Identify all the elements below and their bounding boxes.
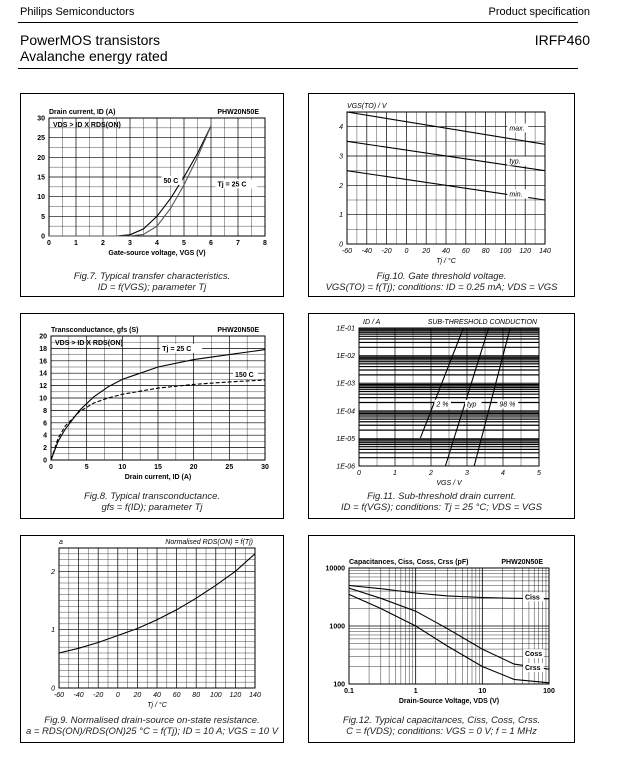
fig9-chart: [21, 536, 283, 742]
fig9-caption-title: Fig.9. Normalised drain-source on-state resistance.: [44, 715, 260, 726]
fig10-series-label: max.: [509, 125, 525, 133]
fig7-condition-note: VDS > ID X RDS(ON): [53, 122, 121, 129]
fig10-x-axis-label: Tj / °C: [436, 258, 456, 265]
fig9-x-axis-label: Tj / °C: [147, 702, 167, 709]
fig8-y-tick-label: 10: [39, 395, 47, 403]
fig12-caption-title: Fig.12. Typical capacitances, Ciss, Coss, Crss.: [342, 715, 541, 726]
fig8-y-tick-label: 20: [39, 333, 47, 341]
fig11-x-tick-label: 0: [357, 470, 361, 477]
fig11-caption: [309, 491, 574, 513]
fig7-x-tick-label: 2: [101, 240, 105, 247]
fig12-y-tick-label: 1000: [329, 623, 345, 631]
fig11-x-tick-label: 3: [465, 470, 469, 477]
fig10-y-tick-label: 2: [339, 182, 343, 190]
fig7-caption-params: ID = f(VGS); parameter Tj: [97, 282, 207, 293]
part-number: IRFP460: [534, 32, 590, 48]
fig12-series-label: Ciss: [525, 594, 540, 602]
fig8-y-tick-label: 12: [39, 383, 47, 391]
fig7-caption: [21, 271, 283, 293]
fig11-panel: [308, 313, 575, 519]
fig10-x-tick-label: 20: [422, 248, 431, 255]
fig12-caption-params: C = f(VDS); conditions: VGS = 0 V; f = 1 MHz: [346, 726, 537, 737]
fig7-caption-title: Fig.7. Typical transfer characteristics.: [73, 271, 231, 282]
fig10-x-tick-label: 60: [461, 248, 470, 255]
fig10-caption: [309, 271, 574, 293]
fig7-series-label: 50 C: [163, 177, 179, 185]
fig11-y-tick-label: 1E-02: [336, 353, 355, 361]
fig8-y-tick-label: 18: [39, 345, 47, 353]
fig8-y-tick-label: 16: [39, 358, 47, 366]
fig9-y-tick-label: 1: [51, 627, 55, 635]
fig12-caption: [309, 715, 574, 737]
fig8-x-tick-label: 5: [84, 464, 89, 471]
fig8-y-tick-label: 8: [43, 407, 47, 415]
fig10-x-tick-label: 100: [499, 248, 512, 255]
fig8-series-label: 150 C: [235, 371, 254, 379]
fig11-chart: [309, 314, 574, 518]
fig11-x-tick-label: 2: [429, 470, 433, 477]
fig10-caption-params: VGS(TO) = f(Tj); conditions: ID = 0.25 mA; VDS = VGS: [325, 282, 558, 293]
fig8-y-tick-label: 0: [43, 457, 47, 465]
header-rule: [18, 22, 578, 23]
fig9-x-tick-label: 0: [115, 692, 120, 699]
fig8-x-axis-label: Drain current, ID (A): [124, 474, 192, 481]
fig11-series-line: [474, 328, 510, 466]
fig8-caption-title: Fig.8. Typical transconductance.: [83, 491, 221, 502]
fig11-y-tick-label: 1E-05: [336, 435, 355, 443]
fig11-chart-title: ID / A: [363, 319, 381, 326]
fig12-chart-title: Capacitances, Ciss, Coss, Crss (pF): [349, 559, 469, 566]
fig7-x-tick-label: 8: [263, 240, 267, 247]
fig7-x-tick-label: 5: [182, 240, 186, 247]
fig10-y-tick-label: 1: [339, 212, 343, 220]
fig9-x-tick-label: 100: [209, 692, 222, 699]
title-rule: [18, 68, 578, 69]
fig9-x-tick-label: 140: [249, 692, 261, 699]
fig11-y-tick-label: 1E-01: [336, 325, 355, 333]
fig10-x-tick-label: -40: [361, 248, 372, 255]
fig12-chart: [309, 536, 574, 742]
fig7-chart-title: Drain current, ID (A): [49, 109, 116, 116]
fig8-x-tick-label: 30: [261, 464, 269, 471]
fig10-panel: [308, 93, 575, 297]
product-title-line1: PowerMOS transistors: [20, 32, 161, 48]
fig12-y-tick-label: 10000: [325, 565, 345, 573]
fig9-caption-params: a = RDS(ON)/RDS(ON)25 °C = f(Tj); ID = 10 A; VGS = 10 V: [25, 726, 279, 737]
fig10-series-label: typ.: [509, 158, 521, 166]
fig8-y-tick-label: 4: [43, 432, 47, 440]
fig9-x-tick-label: 80: [192, 692, 201, 699]
fig7-x-tick-label: 3: [128, 240, 132, 247]
fig8-y-tick-label: 2: [43, 445, 47, 453]
fig8-part-ref: PHW20N50E: [217, 327, 259, 334]
fig12-x-axis-label: Drain-Source Voltage, VDS (V): [398, 698, 500, 705]
fig10-series-label: min.: [509, 191, 523, 199]
fig7-y-tick-label: 20: [37, 154, 45, 162]
fig7-x-tick-label: 4: [155, 240, 159, 247]
fig9-x-tick-label: -60: [53, 692, 65, 699]
fig8-y-tick-label: 6: [43, 420, 47, 428]
fig10-x-tick-label: 40: [442, 248, 450, 255]
fig8-chart-title: Transconductance, gfs (S): [51, 327, 139, 334]
fig8-caption-params: gfs = f(ID); parameter Tj: [101, 502, 203, 513]
fig11-x-tick-label: 1: [393, 470, 397, 477]
fig9-x-tick-label: 60: [172, 692, 181, 699]
fig8-x-tick-label: 20: [189, 464, 198, 471]
fig7-x-tick-label: 1: [74, 240, 78, 247]
fig8-panel: [20, 313, 284, 519]
fig10-chart-title: VGS(TO) / V: [347, 103, 387, 110]
fig9-chart-subtitle: Normalised RDS(ON) = f(Tj): [165, 539, 253, 546]
fig11-y-tick-label: 1E-04: [336, 408, 355, 416]
fig11-series-label: 2 %: [436, 401, 449, 409]
fig10-x-tick-label: -60: [341, 248, 353, 255]
fig7-part-ref: PHW20N50E: [217, 109, 259, 116]
fig7-x-tick-label: 0: [47, 240, 51, 247]
fig10-x-tick-label: 0: [404, 248, 409, 255]
product-title-line2: Avalanche energy rated: [20, 48, 168, 64]
fig11-y-tick-label: 1E-03: [336, 380, 355, 388]
fig8-series-label: Tj = 25 C: [162, 345, 192, 353]
fig7-y-tick-label: 0: [41, 233, 45, 241]
fig11-x-tick-label: 4: [501, 470, 505, 477]
fig9-panel: [20, 535, 284, 743]
fig11-y-tick-label: 1E-06: [336, 463, 355, 471]
fig12-series-line: [349, 586, 549, 602]
fig12-series-label: Coss: [525, 651, 543, 659]
fig11-x-tick-label: 5: [537, 470, 541, 477]
fig8-caption: [21, 491, 283, 513]
fig7-y-tick-label: 15: [37, 174, 45, 182]
fig8-chart: [21, 314, 283, 518]
fig9-y-tick-label: 2: [51, 568, 55, 576]
fig12-series-line: [349, 594, 549, 682]
fig11-caption-params: ID = f(VGS); conditions: Tj = 25 °C; VDS = VGS: [341, 502, 542, 513]
fig7-y-tick-label: 30: [37, 115, 45, 123]
fig10-y-tick-label: 3: [339, 153, 343, 161]
fig11-x-axis-label: VGS / V: [436, 480, 462, 487]
fig10-caption-title: Fig.10. Gate threshold voltage.: [376, 271, 507, 282]
company-name: Philips Semiconductors: [20, 6, 135, 18]
fig10-chart: [309, 94, 574, 296]
fig11-caption-title: Fig.11. Sub-threshold drain current.: [367, 491, 516, 502]
fig12-panel: [308, 535, 575, 743]
fig9-chart-title: a: [59, 539, 63, 546]
document-type: Product specification: [488, 6, 590, 18]
fig7-x-axis-label: Gate-source voltage, VGS (V): [108, 250, 206, 257]
fig12-y-tick-label: 100: [333, 681, 345, 689]
fig7-y-tick-label: 5: [41, 213, 45, 221]
fig9-x-tick-label: -40: [73, 692, 84, 699]
fig12-x-tick-label: 0.1: [344, 688, 354, 695]
fig7-chart: [21, 94, 283, 296]
fig8-x-tick-label: 10: [118, 464, 127, 471]
fig7-panel: [20, 93, 284, 297]
fig12-x-tick-label: 10: [478, 688, 487, 695]
fig12-part-ref: PHW20N50E: [501, 559, 543, 566]
fig9-x-tick-label: 40: [153, 692, 161, 699]
fig12-x-tick-label: 100: [543, 688, 555, 695]
fig9-caption: [21, 715, 283, 737]
fig9-x-tick-label: 120: [229, 692, 242, 699]
fig7-y-tick-label: 10: [37, 194, 45, 202]
fig7-series-label: Tj = 25 C: [217, 181, 247, 189]
fig8-x-tick-label: 25: [225, 464, 234, 471]
fig9-x-tick-label: -20: [93, 692, 104, 699]
fig10-x-tick-label: 140: [539, 248, 551, 255]
fig8-condition-note: VDS > ID X RDS(ON): [55, 340, 123, 347]
fig7-y-tick-label: 25: [37, 135, 45, 143]
fig9-x-tick-label: 20: [133, 692, 142, 699]
fig11-series-label: 98 %: [499, 401, 516, 409]
fig8-x-tick-label: 0: [49, 464, 53, 471]
fig8-x-tick-label: 15: [154, 464, 162, 471]
fig8-y-tick-label: 14: [39, 370, 47, 378]
fig12-x-tick-label: 1: [413, 688, 418, 695]
fig7-x-tick-label: 7: [236, 240, 240, 247]
fig10-x-tick-label: 80: [481, 248, 490, 255]
fig10-y-tick-label: 4: [339, 124, 343, 132]
fig10-x-tick-label: -20: [381, 248, 392, 255]
fig9-y-tick-label: 0: [51, 685, 55, 693]
fig11-chart-subtitle: SUB-THRESHOLD CONDUCTION: [427, 319, 537, 326]
fig10-y-tick-label: 0: [339, 241, 343, 249]
fig10-x-tick-label: 120: [519, 248, 532, 255]
fig11-series-label: typ: [467, 401, 477, 409]
fig7-x-tick-label: 6: [209, 240, 213, 247]
fig12-series-label: Crss: [525, 665, 541, 673]
